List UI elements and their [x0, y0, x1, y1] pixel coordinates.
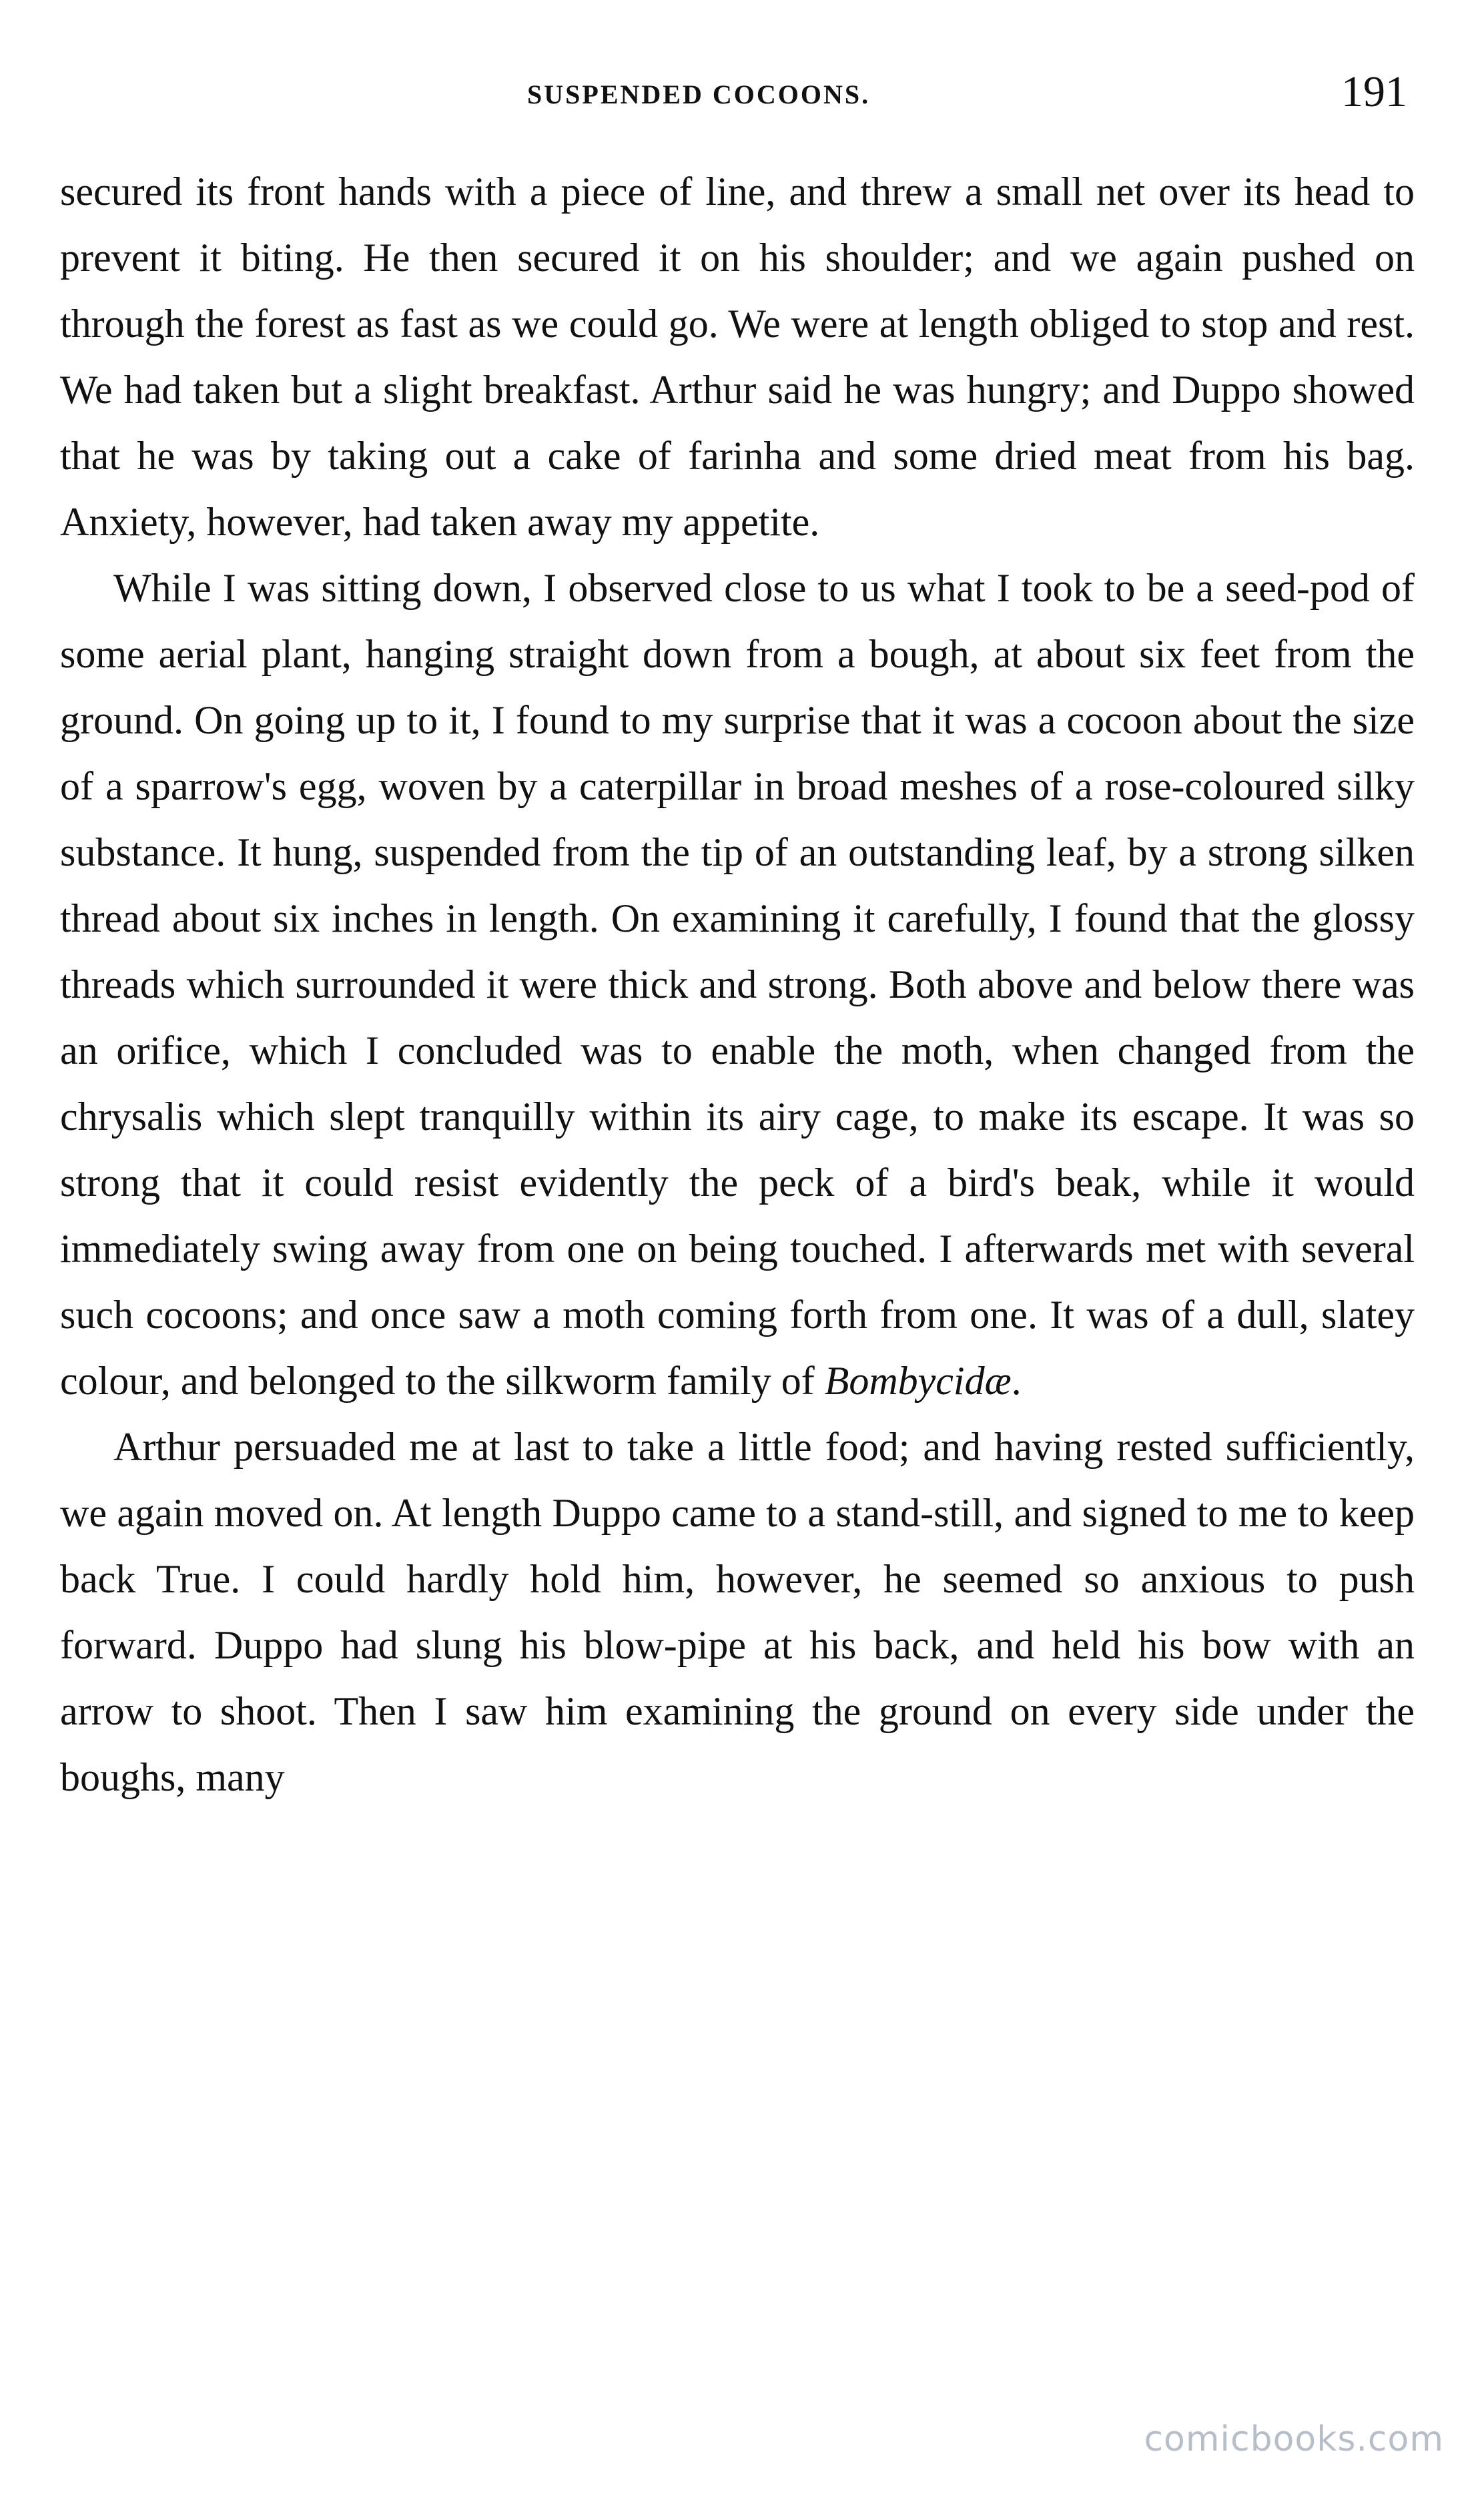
paragraph-1: secured its front hands with a piece of line, and threw a small net over its head to prevent it biting. He then secured it on his shoulder; and we again pushed on through the forest as fast as we could go. We were at length obliged to stop and rest. We had taken but a slight breakfast. Arthur said he was hungry; and Duppo showed that he was by taking out a cake of farinha and some dried meat from his bag. Anxiety, however, had taken away my appetite.: [60, 170, 1415, 544]
body-text: [60, 159, 1415, 1811]
paragraph-3: Arthur persuaded me at last to take a little food; and having rested sufficiently, we again moved on. At length Duppo came to a stand-still, and signed to me to keep back True. I could hardly hold him, however, he seemed so anxious to push forward. Duppo had slung his blow-pipe at his back, and held his bow with an arrow to shoot. Then I saw him examining the ground on every side under the boughs, many: [60, 1425, 1415, 1799]
running-title: SUSPENDED COCOONS.: [527, 79, 871, 109]
paragraph-2-end: .: [1011, 1359, 1022, 1403]
paragraph-2-italic-term: Bombycidæ: [824, 1359, 1012, 1403]
paragraph-2: [60, 555, 1415, 1414]
page-number: 191: [1341, 67, 1407, 116]
watermark: comicbooks.com: [1144, 2419, 1444, 2459]
paragraph-2-main: While I was sitting down, I observed close to us what I took to be a seed-pod of some aerial plant, hanging straight down from a bough, at about six feet from the ground. On going up to it, I found to my surprise that it was a cocoon about the size of a sparrow's egg, woven by a caterpillar in broad meshes of a rose-coloured silky substance. It hung, suspended from the tip of an outstanding leaf, by a strong silken thread about six inches in length. On examining it carefully, I found that the glossy threads which surrounded it were thick and strong. Both above and below there was an orifice, which I concluded was to enable the moth, when changed from the chrysalis which slept tranquilly within its airy cage, to make its escape. It was so strong that it could resist evidently the peck of a bird's beak, while it would immediately swing away from one on being touched. I afterwards met with several such cocoons; and once saw a moth coming forth from one. It was of a dull, slatey colour, and belonged to the silkworm family of: [60, 566, 1415, 1403]
running-head: [0, 67, 1484, 120]
